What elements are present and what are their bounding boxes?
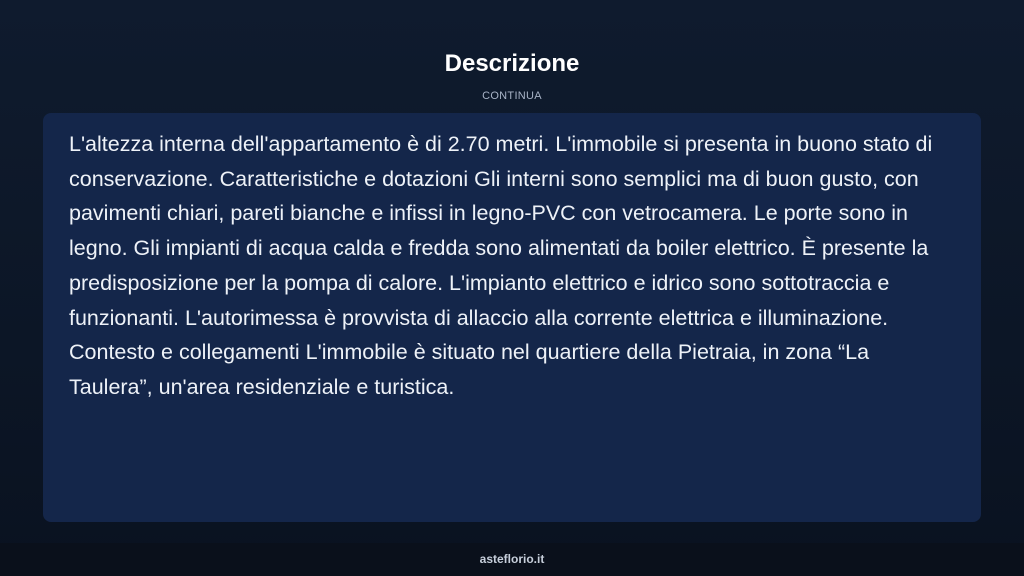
footer-site-name: asteflorio.it (479, 552, 545, 566)
description-card (43, 113, 981, 522)
continue-link[interactable]: CONTINUA (482, 90, 542, 102)
description-text: L'altezza interna dell'appartamento è di 2.70 metri. L'immobile si presenta in buono stato di conservazione. Caratteristiche e dotazioni Gli interni sono semplici ma di buon gusto, con pavimenti chiari, pareti bianche e infissi in legno-PVC con vetrocamera. Le porte sono in legno. Gli impianti di acqua calda e fredda sono alimentati da boiler elettrico. È presente la predisposizione per la pompa di calore. L'impianto elettrico e idrico sono sottotraccia e funzionanti. L'autorimessa è provvista di allaccio alla corrente elettrica e illuminazione. Contesto e collegamenti L'immobile è situato nel quartiere della Pietraia, in zona “La Taulera”, un'area residenziale e turistica. (69, 132, 933, 399)
page-title: Descrizione (444, 50, 580, 77)
